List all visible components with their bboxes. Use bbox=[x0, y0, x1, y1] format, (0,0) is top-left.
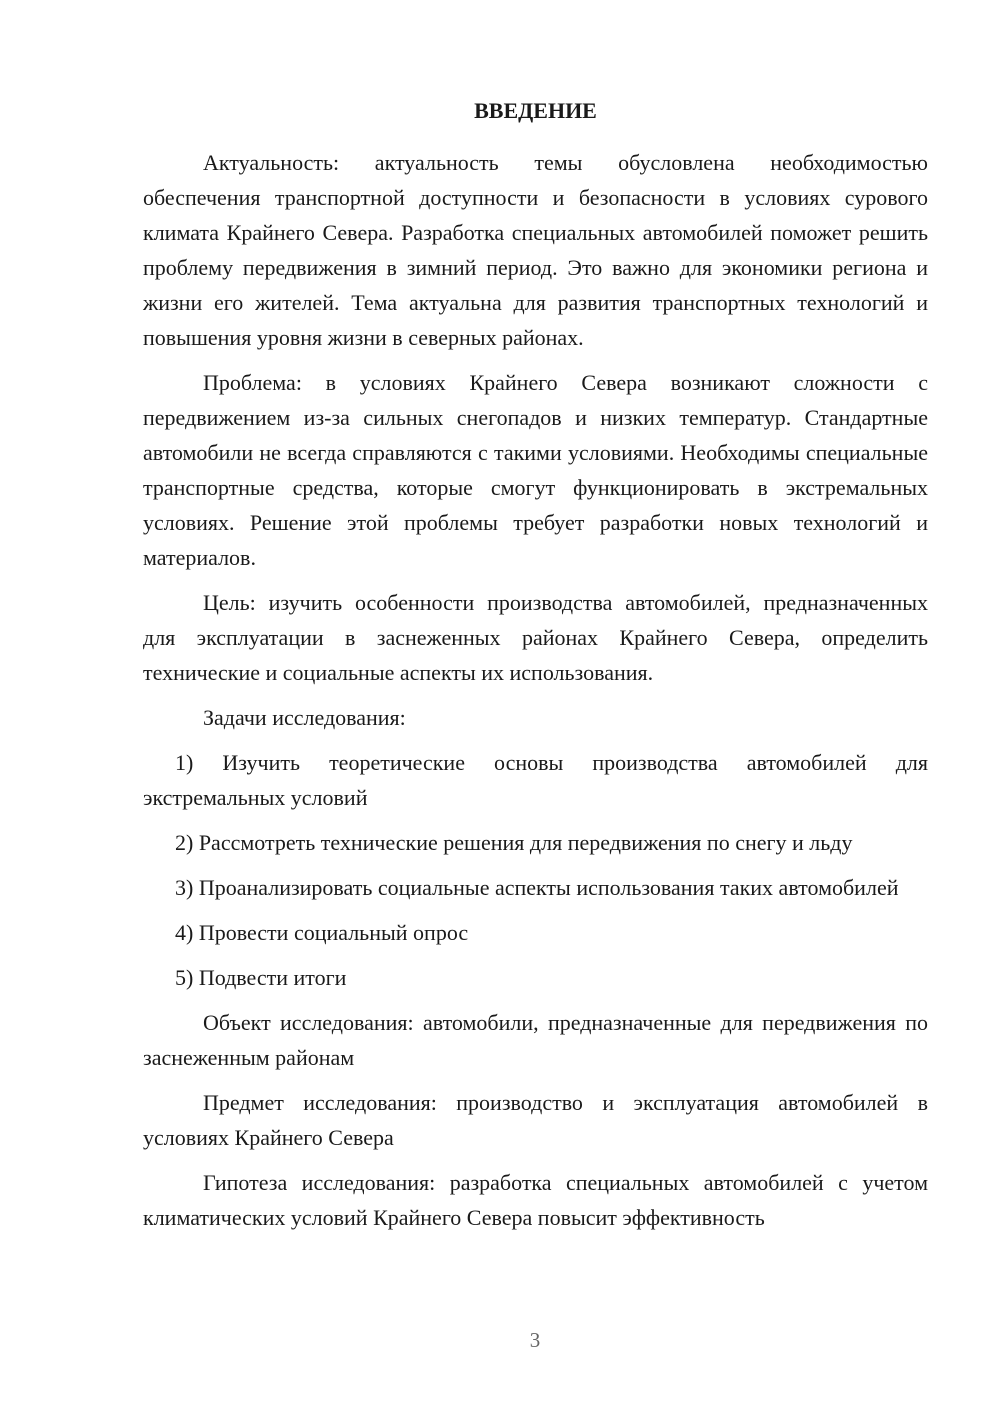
hypothesis-paragraph: Гипотеза исследования: разработка специальных автомобилей с учетом климатических условий Крайнего Севера повысит эффективность bbox=[143, 1170, 928, 1230]
page-number: 3 bbox=[529, 1328, 541, 1352]
task-item-4: 4) Провести социальный опрос bbox=[175, 920, 469, 945]
research-object-paragraph: Объект исследования: автомобили, предназначенные для передвижения по заснеженным районам bbox=[143, 1010, 928, 1070]
problem-paragraph: Проблема: в условиях Крайнего Севера возникают сложности с передвижением из-за сильных снегопадов и низких температур. Стандартные автомобили не всегда справляются с такими условиями. Необходимы специальные транспортные средства, которые смогут функционировать в экстремальных условиях. Решение этой проблемы требует разработки новых технологий и материалов. bbox=[143, 370, 928, 570]
goal-paragraph: Цель: изучить особенности производства автомобилей, предназначенных для эксплуатации в заснеженных районах Крайнего Севера, определить технические и социальные аспекты их использования. bbox=[143, 590, 928, 685]
research-subject-paragraph: Предмет исследования: производство и эксплуатация автомобилей в условиях Крайнего Севера bbox=[143, 1090, 928, 1150]
task-item-3: 3) Проанализировать социальные аспекты использования таких автомобилей bbox=[175, 875, 899, 900]
task-item-2: 2) Рассмотреть технические решения для передвижения по снегу и льду bbox=[175, 830, 853, 855]
task-item-5: 5) Подвести итоги bbox=[175, 965, 347, 990]
document-page bbox=[143, 93, 928, 1245]
tasks-heading: Задачи исследования: bbox=[203, 705, 406, 730]
task-item-1: 1) Изучить теоретические основы производства автомобилей для экстремальных условий bbox=[143, 750, 928, 810]
document-title: ВВЕДЕНИЕ bbox=[474, 98, 597, 123]
relevance-paragraph: Актуальность: актуальность темы обусловлена необходимостью обеспечения транспортной доступности и безопасности в условиях сурового климата Крайнего Севера. Разработка специальных автомобилей поможет решить проблему передвижения в зимний период. Это важно для экономики региона и жизни его жителей. Тема актуальна для развития транспортных технологий и повышения уровня жизни в северных районах. bbox=[143, 150, 928, 350]
